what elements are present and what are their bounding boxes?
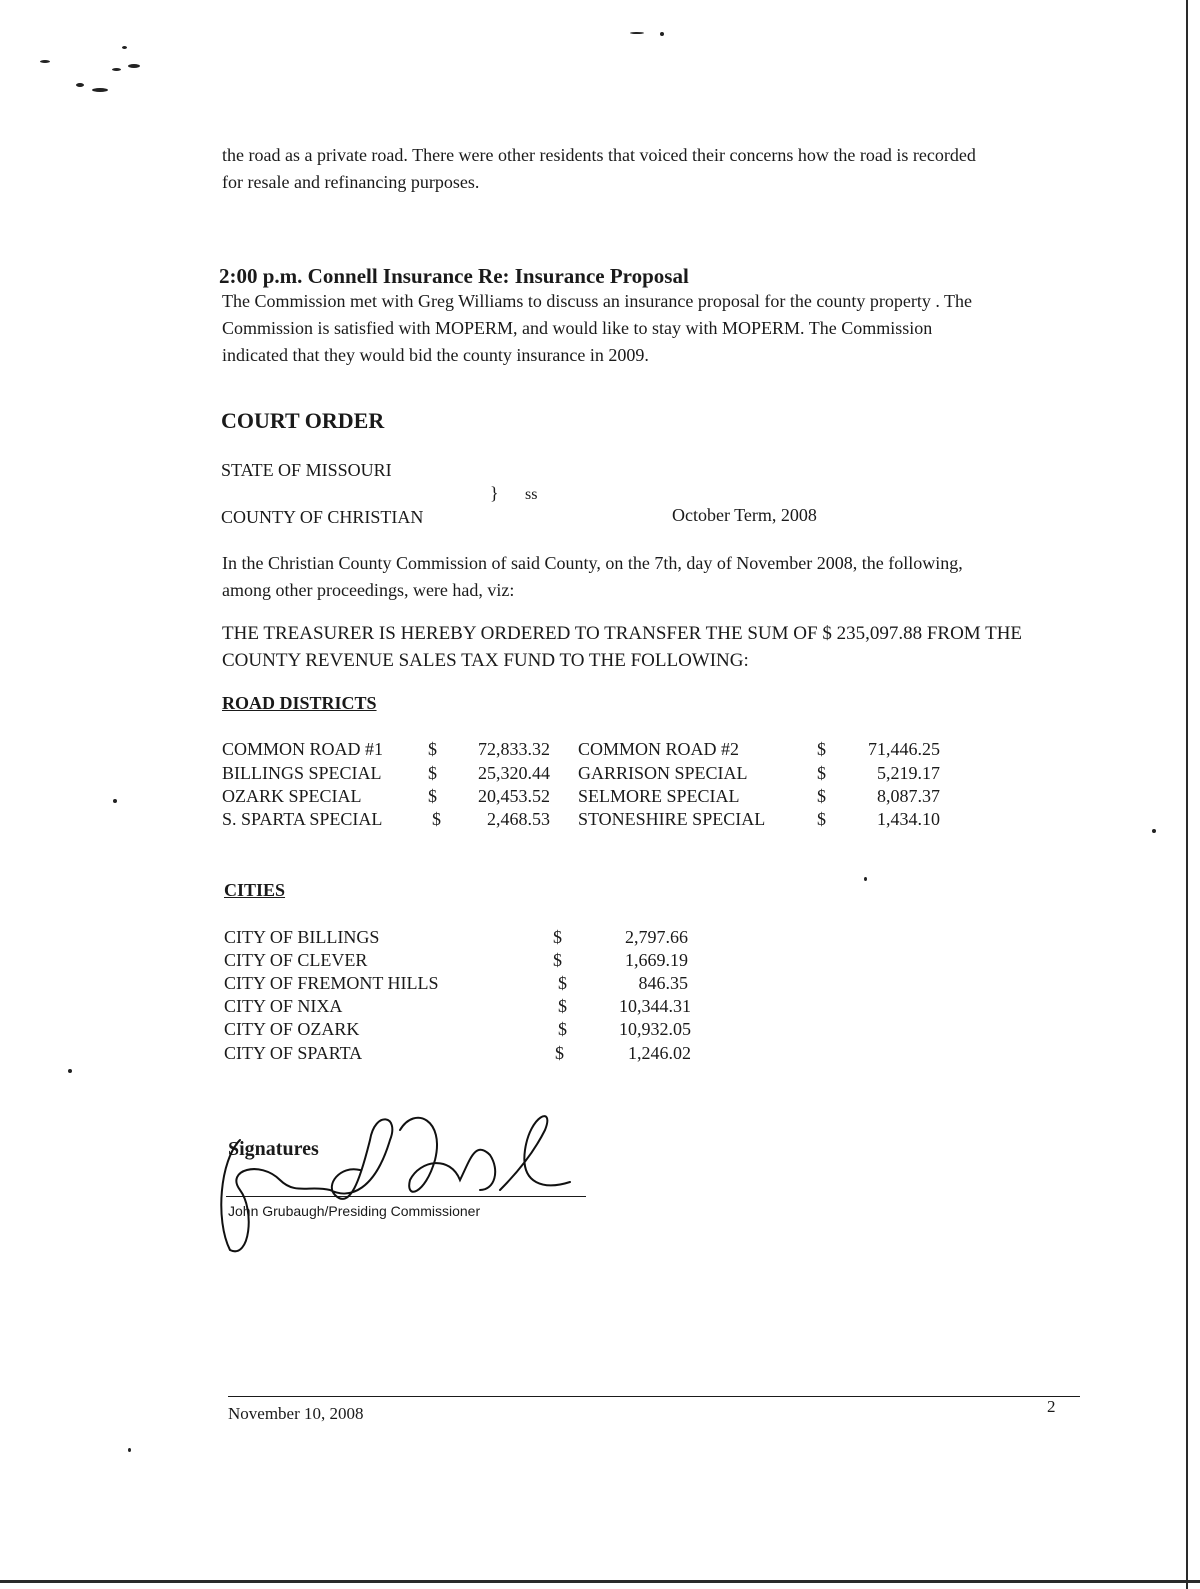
- order-line-1: THE TREASURER IS HEREBY ORDERED TO TRANSFER THE SUM OF $ 235,097.88 FROM THE: [222, 623, 1023, 644]
- dollar-sign: $: [817, 739, 826, 759]
- road-district-name: COMMON ROAD #2: [578, 739, 740, 759]
- ss-label: ss: [525, 486, 538, 503]
- road-district-name: STONESHIRE SPECIAL: [578, 809, 766, 829]
- road-district-amount: 1,434.10: [877, 809, 940, 829]
- dollar-sign: $: [817, 763, 826, 783]
- city-name: CITY OF BILLINGS: [224, 927, 380, 947]
- dollar-sign: $: [553, 927, 562, 947]
- footer-rule: [228, 1396, 1080, 1397]
- road-district-amount: 5,219.17: [877, 763, 940, 783]
- court-order-heading: COURT ORDER: [221, 408, 385, 433]
- dollar-sign: $: [817, 786, 826, 806]
- road-district-amount: 25,320.44: [478, 763, 550, 783]
- insurance-line-2: Commission is satisfied with MOPERM, and would like to stay with MOPERM. The Commission: [222, 318, 933, 338]
- road-district-name: BILLINGS SPECIAL: [222, 763, 382, 783]
- dollar-sign: $: [558, 996, 567, 1016]
- proceedings-paragraph: [222, 550, 1072, 604]
- dollar-sign: $: [428, 763, 437, 783]
- city-amount: 10,344.31: [619, 996, 691, 1016]
- dollar-sign: $: [558, 973, 567, 993]
- signatory-name: John Grubaugh/Presiding Commissioner: [228, 1203, 481, 1219]
- city-amount: 2,797.66: [625, 927, 688, 947]
- intro-line-1: the road as a private road. There were other residents that voiced their concerns how the road is recorded: [222, 145, 976, 165]
- insurance-line-3: indicated that they would bid the county insurance in 2009.: [222, 345, 649, 365]
- road-district-name: OZARK SPECIAL: [222, 786, 362, 806]
- scan-edge-right: [1186, 0, 1188, 1589]
- road-district-name: GARRISON SPECIAL: [578, 763, 748, 783]
- order-paragraph: [222, 620, 1072, 674]
- page-number: 2: [1047, 1397, 1056, 1416]
- road-district-amount: 71,446.25: [868, 739, 940, 759]
- dollar-sign: $: [428, 786, 437, 806]
- dollar-sign: $: [428, 739, 437, 759]
- state-label: STATE OF MISSOURI: [221, 460, 392, 480]
- city-amount: 1,246.02: [628, 1043, 691, 1063]
- dollar-sign: $: [555, 1043, 564, 1063]
- road-district-name: COMMON ROAD #1: [222, 739, 384, 759]
- city-name: CITY OF CLEVER: [224, 950, 368, 970]
- road-district-name: SELMORE SPECIAL: [578, 786, 740, 806]
- insurance-heading: 2:00 p.m. Connell Insurance Re: Insurance Proposal: [219, 264, 689, 288]
- footer-date: November 10, 2008: [228, 1404, 364, 1423]
- city-name: CITY OF FREMONT HILLS: [224, 973, 439, 993]
- term-label: October Term, 2008: [672, 505, 817, 525]
- road-district-amount: 72,833.32: [478, 739, 550, 759]
- proceedings-line-1: In the Christian County Commission of said County, on the 7th, day of November 2008, the following,: [222, 553, 963, 573]
- city-name: CITY OF SPARTA: [224, 1043, 363, 1063]
- intro-line-2: for resale and refinancing purposes.: [222, 172, 480, 192]
- road-district-amount: 2,468.53: [487, 809, 550, 829]
- city-name: CITY OF NIXA: [224, 996, 343, 1016]
- dollar-sign: $: [558, 1019, 567, 1039]
- city-name: CITY OF OZARK: [224, 1019, 360, 1039]
- city-amount: 1,669.19: [625, 950, 688, 970]
- county-label: COUNTY OF CHRISTIAN: [221, 507, 424, 527]
- city-amount: 846.35: [638, 973, 688, 993]
- order-line-2: COUNTY REVENUE SALES TAX FUND TO THE FOLLOWING:: [222, 650, 749, 671]
- road-districts-heading: ROAD DISTRICTS: [222, 693, 377, 713]
- dollar-sign: $: [553, 950, 562, 970]
- brace-symbol: }: [490, 483, 499, 503]
- dollar-sign: $: [432, 809, 441, 829]
- insurance-line-1: The Commission met with Greg Williams to discuss an insurance proposal for the county property . The: [222, 291, 972, 311]
- signatures-label: Signatures: [228, 1138, 319, 1160]
- proceedings-line-2: among other proceedings, were had, viz:: [222, 580, 515, 600]
- road-district-amount: 8,087.37: [877, 786, 940, 806]
- road-district-amount: 20,453.52: [478, 786, 550, 806]
- city-amount: 10,932.05: [619, 1019, 691, 1039]
- insurance-paragraph: [222, 288, 1072, 369]
- intro-paragraph: [222, 142, 1072, 196]
- road-district-name: S. SPARTA SPECIAL: [222, 809, 383, 829]
- handwritten-signature: [200, 1100, 580, 1260]
- dollar-sign: $: [817, 809, 826, 829]
- scan-edge-bottom: [0, 1580, 1200, 1583]
- cities-heading: CITIES: [224, 880, 286, 900]
